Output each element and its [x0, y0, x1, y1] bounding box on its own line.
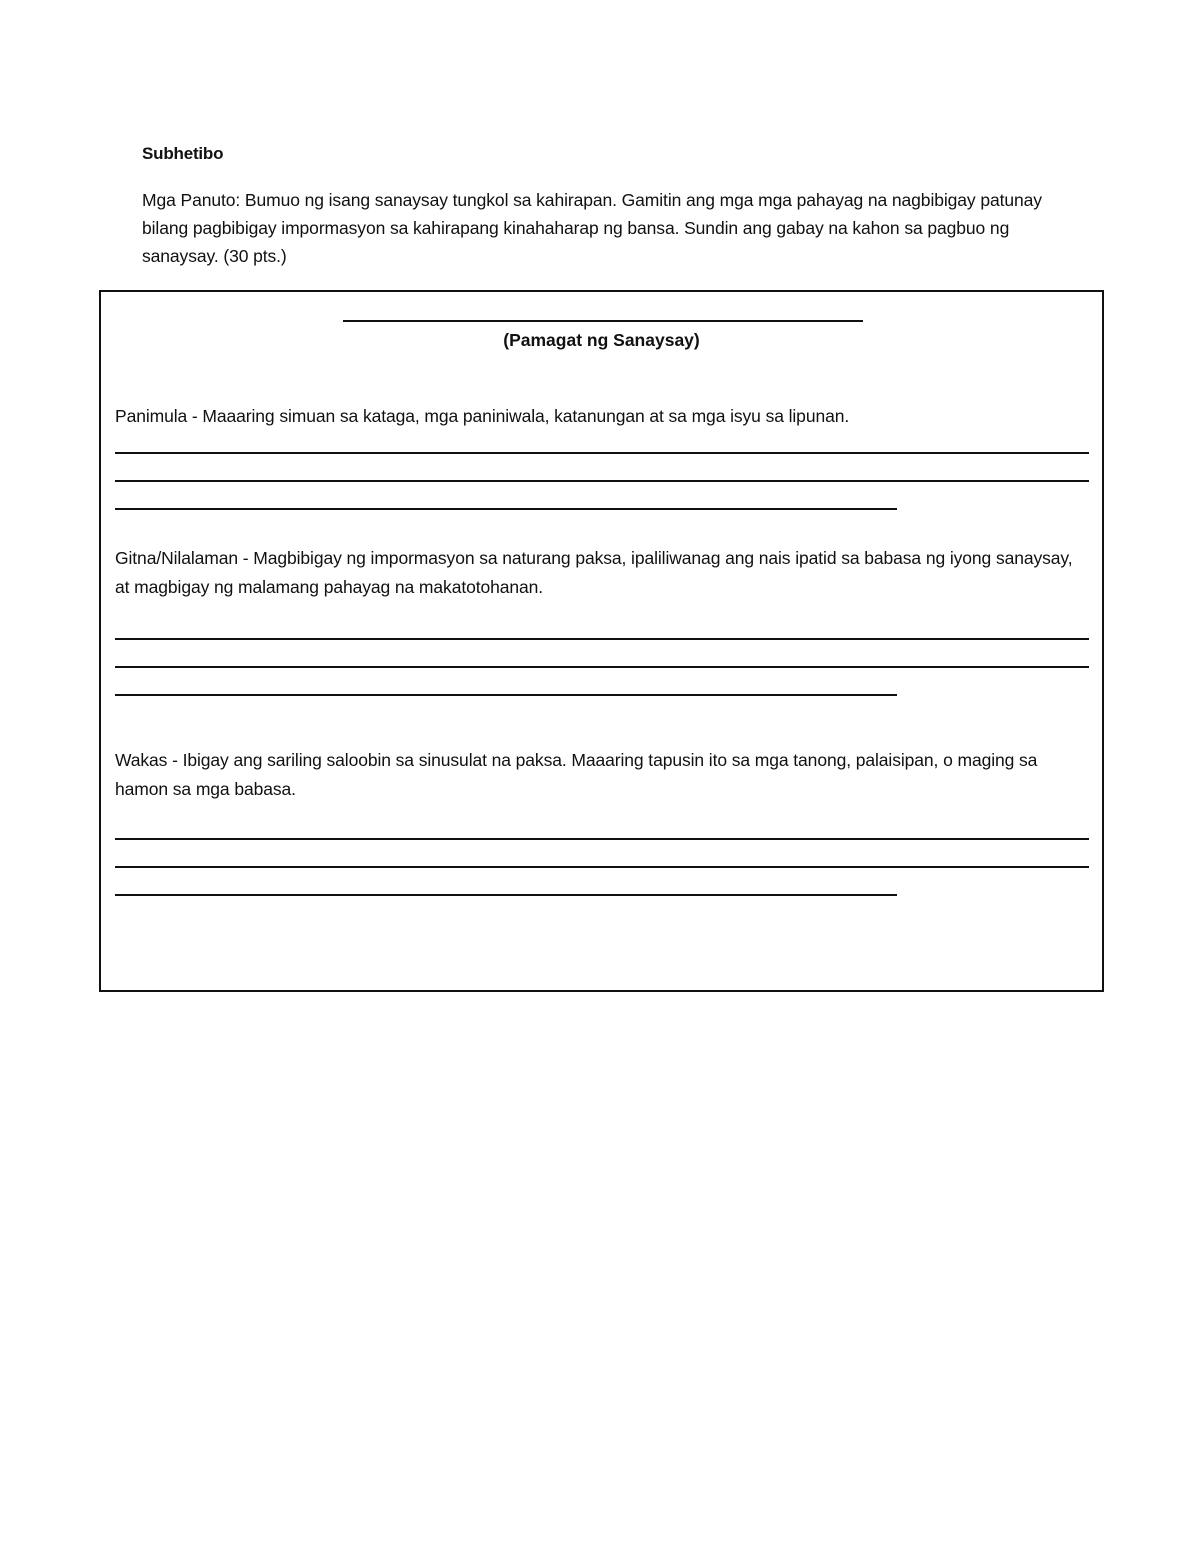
instructions-text: Mga Panuto: Bumuo ng isang sanaysay tungkol sa kahirapan. Gamitin ang mga mga pahayag na nagbibigay patunay bilang pagbibigay impormasyon sa kahirapang kinahaharap ng bansa. Sundin ang gabay na kahon sa pagbuo ng sanaysay. (30 pts.)	[142, 190, 1042, 266]
conclusion-writing-line	[115, 894, 897, 896]
essay-guide-box	[99, 290, 1104, 992]
essay-title-caption: (Pamagat ng Sanaysay)	[503, 330, 700, 350]
conclusion-writing-line	[115, 838, 1089, 840]
conclusion-guide-text: Wakas - Ibigay ang sariling saloobin sa sinusulat na paksa. Maaaring tapusin ito sa mga tanong, palaisipan, o maging sa hamon sa mga babasa.	[115, 750, 1038, 799]
introduction-guide-text: Panimula - Maaaring simuan sa kataga, mga paniniwala, katanungan at sa mga isyu sa lipunan.	[115, 406, 850, 426]
introduction-writing-line	[115, 508, 897, 510]
body-guide-text: Gitna/Nilalaman - Magbibigay ng impormasyon sa naturang paksa, ipaliliwanag ang nais ipatid sa babasa ng iyong sanaysay, at magbigay ng malamang pahayag na makatotohanan.	[115, 548, 1073, 597]
introduction-writing-line	[115, 452, 1089, 454]
conclusion-writing-line	[115, 866, 1089, 868]
body-writing-line	[115, 638, 1089, 640]
body-writing-line	[115, 694, 897, 696]
body-writing-line	[115, 666, 1089, 668]
essay-title-blank-line	[343, 320, 863, 322]
introduction-writing-line	[115, 480, 1089, 482]
section-title: Subhetibo	[142, 144, 224, 163]
